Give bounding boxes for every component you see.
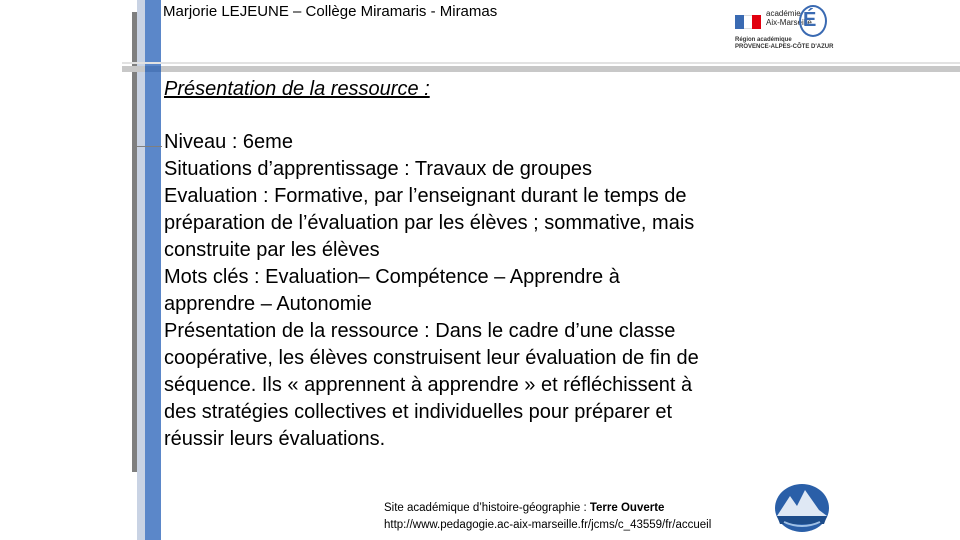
academie-name: académie Aix-Marseille <box>766 9 812 27</box>
decorative-rule-joint <box>145 66 161 72</box>
body-line: Mots clés : Evaluation– Compétence – Apprendre à <box>164 266 620 288</box>
decorative-rule <box>122 66 960 72</box>
resource-description <box>164 129 824 453</box>
footer-site: Site académique d’histoire-géographie : Terre Ouverte <box>384 502 665 514</box>
body-line: coopérative, les élèves construisent leur évaluation de fin de <box>164 347 699 369</box>
slide-title: Présentation de la ressource : <box>164 78 430 100</box>
decorative-tick <box>132 146 162 147</box>
body-line: Niveau : 6eme <box>164 131 293 153</box>
academie-emblem-letter: É <box>803 9 817 31</box>
decorative-bar-dark <box>132 12 137 472</box>
decorative-bar-blue <box>145 0 161 540</box>
terre-ouverte-logo-icon <box>772 482 832 534</box>
footer-site-name: Terre Ouverte <box>589 502 665 514</box>
body-line: Présentation de la ressource : Dans le cadre d’une classe <box>164 320 676 342</box>
author-header: Marjorie LEJEUNE – Collège Miramaris - Miramas <box>163 3 498 20</box>
body-line: séquence. Ils « apprennent à apprendre » et réfléchissent à <box>164 374 693 396</box>
body-line: Situations d’apprentissage : Travaux de groupes <box>164 158 593 180</box>
region-name: Région académique PROVENCE-ALPES-CÔTE D'AZUR <box>735 37 834 50</box>
decorative-rule-light <box>122 62 960 64</box>
body-line: préparation de l’évaluation par les élèves ; sommative, mais <box>164 212 695 234</box>
body-line: des stratégies collectives et individuelles pour préparer et <box>164 401 673 423</box>
footer <box>384 500 711 534</box>
footer-url[interactable]: http://www.pedagogie.ac-aix-marseille.fr/jcms/c_43559/fr/accueil <box>384 519 712 531</box>
body-line: apprendre – Autonomie <box>164 293 372 315</box>
french-flag-icon <box>735 15 761 29</box>
body-line: construite par les élèves <box>164 239 380 261</box>
body-line: Evaluation : Formative, par l’enseignant durant le temps de <box>164 185 687 207</box>
academie-logo <box>733 3 834 53</box>
decorative-bar-grey <box>137 0 145 540</box>
body-line: réussir leurs évaluations. <box>164 428 386 450</box>
